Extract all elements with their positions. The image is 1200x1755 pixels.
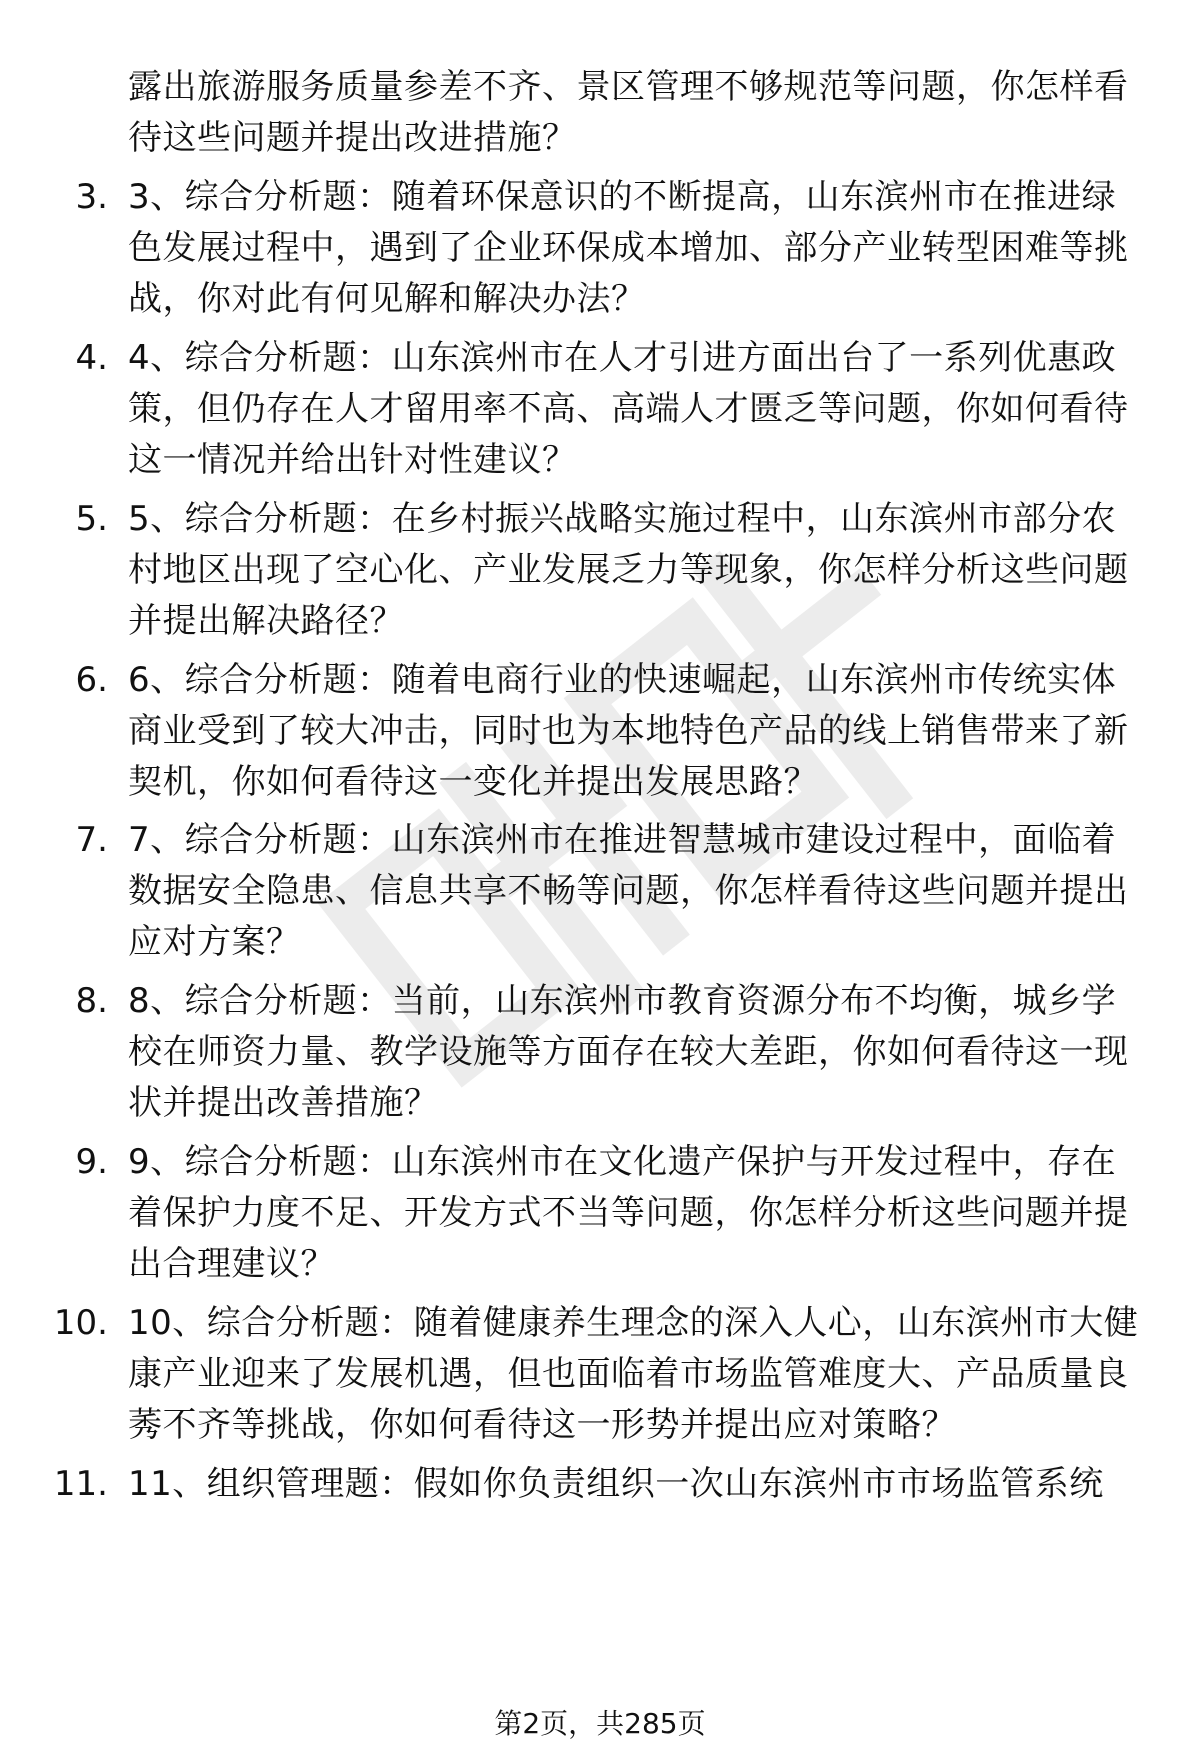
list-item-text: 4、综合分析题：山东滨州市在人才引进方面出台了一系列优惠政策，但仍存在人才留用率不高、高端人才匮乏等问题，你如何看待这一情况并给出针对性建议？ bbox=[128, 338, 1129, 480]
list-item-number: 7. bbox=[75, 820, 108, 860]
list-item-number: 9. bbox=[75, 1142, 108, 1182]
list-item-text: 9、综合分析题：山东滨州市在文化遗产保护与开发过程中，存在着保护力度不足、开发方式不当等问题，你怎样分析这些问题并提出合理建议？ bbox=[128, 1142, 1129, 1284]
page-footer: 第2页，共285页 bbox=[494, 1707, 706, 1740]
list-item-number: 4. bbox=[75, 338, 108, 378]
list-item-text: 8、综合分析题：当前，山东滨州市教育资源分布不均衡，城乡学校在师资力量、教学设施等方面存在较大差距，你如何看待这一现状并提出改善措施？ bbox=[128, 981, 1129, 1123]
list-item-text: 6、综合分析题：随着电商行业的快速崛起，山东滨州市传统实体商业受到了较大冲击，同时也为本地特色产品的线上销售带来了新契机，你如何看待这一变化并提出发展思路？ bbox=[128, 660, 1129, 802]
list-item-number: 6. bbox=[75, 660, 108, 700]
list-item-text: 3、综合分析题：随着环保意识的不断提高，山东滨州市在推进绿色发展过程中，遇到了企业环保成本增加、部分产业转型困难等挑战，你对此有何见解和解决办法？ bbox=[128, 177, 1129, 319]
list-item-number: 5. bbox=[75, 499, 108, 539]
continued-question-text: 露出旅游服务质量参差不齐、景区管理不够规范等问题，你怎样看待这些问题并提出改进措施？ bbox=[128, 67, 1129, 158]
list-item-number: 11. bbox=[53, 1464, 108, 1504]
list-item-text: 7、综合分析题：山东滨州市在推进智慧城市建设过程中，面临着数据安全隐患、信息共享不畅等问题，你怎样看待这些问题并提出应对方案？ bbox=[128, 820, 1129, 962]
list-item-text: 10、综合分析题：随着健康养生理念的深入人心，山东滨州市大健康产业迎来了发展机遇，但也面临着市场监管难度大、产品质量良莠不齐等挑战，你如何看待这一形势并提出应对策略？ bbox=[128, 1303, 1139, 1445]
list-item-number: 10. bbox=[53, 1303, 108, 1343]
list-item-number: 8. bbox=[75, 981, 108, 1021]
list-item-text: 11、组织管理题：假如你负责组织一次山东滨州市市场监管系统 bbox=[128, 1464, 1104, 1504]
list-item-number: 3. bbox=[75, 177, 108, 217]
list-item-text: 5、综合分析题：在乡村振兴战略实施过程中，山东滨州市部分农村地区出现了空心化、产业发展乏力等现象，你怎样分析这些问题并提出解决路径？ bbox=[128, 499, 1129, 641]
